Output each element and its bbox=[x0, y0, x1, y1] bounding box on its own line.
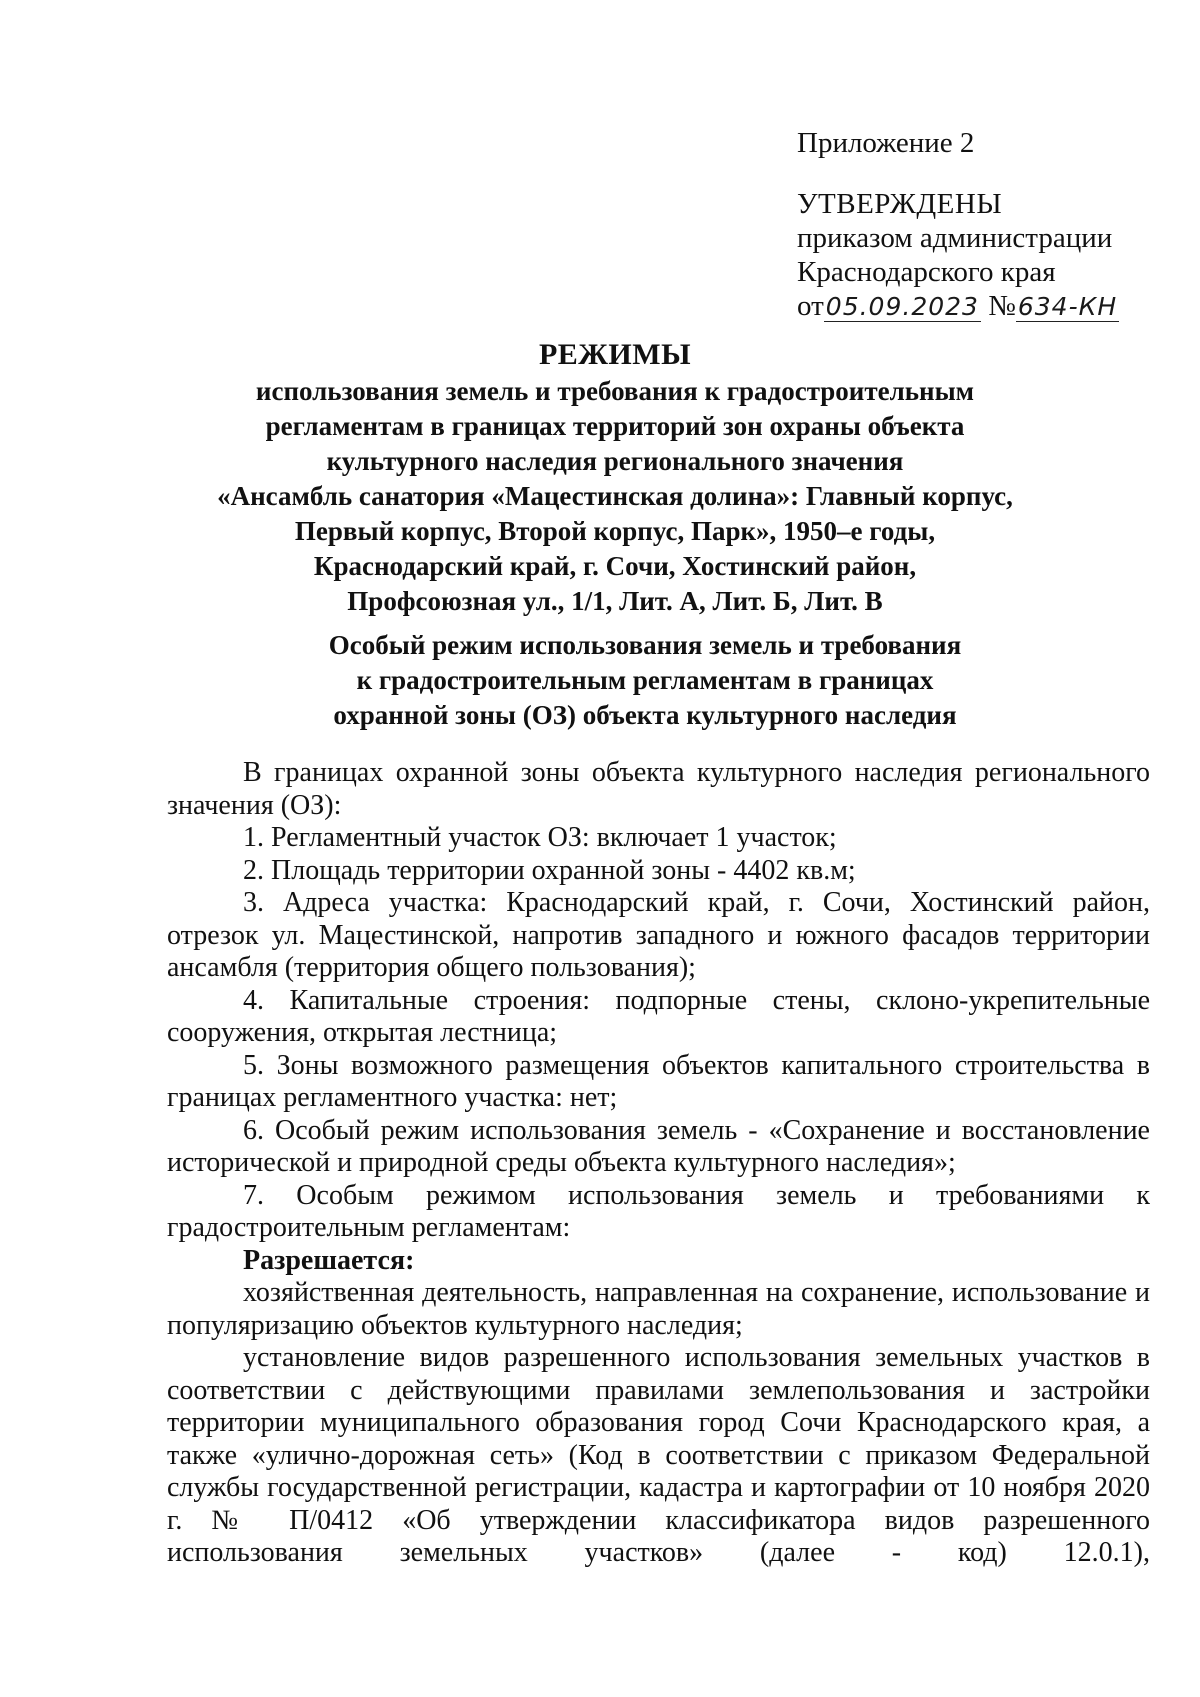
title-line: культурного наследия регионального значения bbox=[326, 446, 904, 476]
allowed-item: хозяйственная деятельность, направленная на сохранение, использование и популяризацию объектов культурного наследия; bbox=[167, 1277, 1150, 1341]
title-line: Первый корпус, Второй корпус, Парк», 1950–е годы, bbox=[294, 516, 936, 546]
approval-date-line bbox=[797, 289, 1157, 324]
handwritten-number: 634-КН bbox=[1017, 292, 1118, 321]
title-line: Профсоюзная ул., 1/1, Лит. А, Лит. Б, Лит. В bbox=[347, 586, 883, 616]
section-heading bbox=[200, 628, 1090, 733]
list-item: 5. Зоны возможного размещения объектов капитального строительства в границах регламентного участка: нет; bbox=[167, 1049, 1150, 1113]
approval-stamp-block bbox=[797, 126, 1157, 324]
list-item: 6. Особый режим использования земель - «Сохранение и восстановление исторической и природной среды объекта культурного наследия»; bbox=[167, 1114, 1150, 1178]
approval-line-1: приказом администрации bbox=[797, 222, 1113, 254]
handwritten-date: 05.09.2023 bbox=[825, 292, 979, 321]
title-line: Краснодарский край, г. Сочи, Хостинский район, bbox=[313, 551, 917, 581]
document-title bbox=[150, 336, 1080, 619]
title-line: использования земель и требования к градостроительным bbox=[255, 376, 975, 406]
title-main: РЕЖИМЫ bbox=[538, 338, 692, 371]
allowed-heading: Разрешается: bbox=[243, 1244, 415, 1276]
list-item: 2. Площадь территории охранной зоны - 4402 кв.м; bbox=[243, 854, 856, 886]
title-line: «Ансамбль санатория «Мацестинская долина»: Главный корпус, bbox=[217, 481, 1013, 511]
approved-heading: УТВЕРЖДЕНЫ bbox=[797, 188, 1003, 220]
title-line: регламентам в границах территорий зон охраны объекта bbox=[265, 411, 965, 441]
list-item: 3. Адреса участка: Краснодарский край, г. Сочи, Хостинский район, отрезок ул. Мацестинской, напротив западного и южного фасадов территории ансамбля (территория общего пользования); bbox=[167, 887, 1150, 983]
list-item: 1. Регламентный участок ОЗ: включает 1 участок; bbox=[243, 822, 837, 853]
number-prefix: № bbox=[988, 290, 1016, 322]
section-heading-line: к градостроительным регламентам в границах bbox=[356, 665, 934, 695]
date-prefix: от bbox=[797, 290, 824, 322]
intro-paragraph: В границах охранной зоны объекта культурного наследия регионального значения (ОЗ): bbox=[167, 757, 1150, 821]
allowed-item: установление видов разрешенного использования земельных участков в соответствии с действующими правилами землепользования и застройки территории муниципального образования город Сочи Краснодарского края, а также «улично-дорожная сеть» (Код в соответствии с приказом Федеральной службы государственной регистрации, кадастра и картографии от 10 ноября 2020 г. № П/0412 «Об утверждении классификатора видов разрешенного использования земельных участков» (далее - код) 12.0.1), bbox=[167, 1342, 1150, 1568]
list-item: 4. Капитальные строения: подпорные стены, склоно-укрепительные сооружения, открытая лестница; bbox=[167, 984, 1150, 1048]
approval-line-2: Краснодарского края bbox=[797, 256, 1056, 288]
document-body bbox=[167, 757, 1150, 1570]
appendix-label: Приложение 2 bbox=[797, 127, 975, 159]
list-item: 7. Особым режимом использования земель и требованиями к градостроительным регламентам: bbox=[167, 1179, 1150, 1243]
section-heading-line: охранной зоны (ОЗ) объекта культурного наследия bbox=[333, 700, 957, 730]
section-heading-line: Особый режим использования земель и требования bbox=[328, 630, 962, 660]
